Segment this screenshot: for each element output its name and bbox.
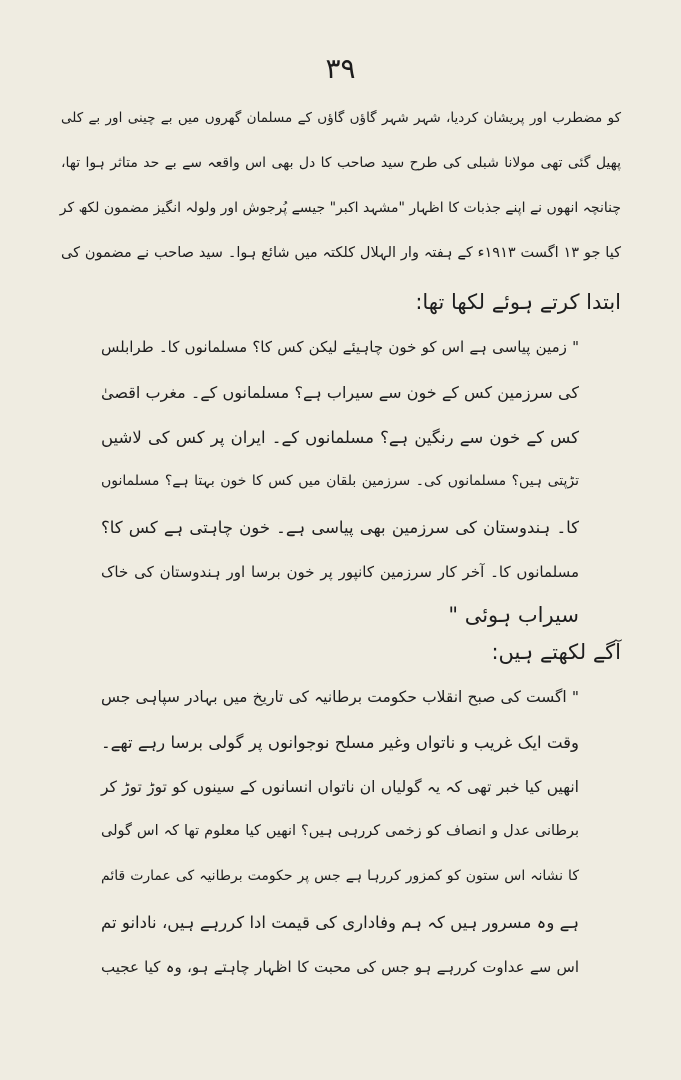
quote-two-line-7: اس سے عداوت کررہے ہو جس کی محبت کا اظہار چاہتے ہو، وہ کیا عجیب xyxy=(101,958,579,976)
lead-in-text: آگے لکھتے ہیں: xyxy=(491,640,621,664)
quote-two-line-4: برطانی عدل و انصاف کو زخمی کررہی ہیں؟ انھیں کیا معلوم تھا کہ اس گولی xyxy=(101,823,579,839)
intro-line-1: کو مضطرب اور پریشان کردیا، شہر شہر گاؤں گاؤں کے مسلمان گھروں میں بے چینی اور بے کلی xyxy=(61,110,621,126)
quote-two-line-2: وقت ایک غریب و ناتواں وغیر مسلح نوجوانوں پر گولی برسا رہے تھے۔ xyxy=(101,733,579,752)
intro-line-2: پھیل گئی تھی مولانا شبلی کی طرح سید صاحب کا دل بھی اس واقعہ سے بے حد متاثر ہوا تھا، xyxy=(61,155,621,171)
quote-two-line-3: انھیں کیا خبر تھی کہ یہ گولیاں ان ناتواں انسانوں کے سینوں کو توڑ توڑ کر xyxy=(101,778,579,796)
quote-one-line-5: کا۔ ہندوستان کی سرزمین بھی پیاسی ہے۔ خون چاہتی ہے کس کا؟ xyxy=(101,518,579,537)
page-number: ۳۹ xyxy=(325,52,356,85)
quote-one-line-2: کی سرزمین کس کے خون سے سیراب ہے؟ مسلمانوں کے۔ مغرب اقصیٰ xyxy=(101,383,579,402)
intro-line-5: ابتدا کرتے ہوئے لکھا تھا: xyxy=(415,290,621,314)
quote-one-line-3: کس کے خون سے رنگین ہے؟ مسلمانوں کے۔ ایران پر کس کی لاشیں xyxy=(101,428,579,447)
quote-one-line-6: مسلمانوں کا۔ آخر کار سرزمین کانپور پر خون برسا اور ہندوستان کی خاک xyxy=(101,563,579,581)
quote-two-line-5: کا نشانہ اس ستون کو کمزور کررہا ہے جس پر حکومت برطانیہ کی عمارت قائم xyxy=(101,868,579,884)
quote-one-line-4: تڑپتی ہیں؟ مسلمانوں کی۔ سرزمین بلقان میں کس کا خون بہتا ہے؟ مسلمانوں xyxy=(101,473,579,489)
quote-two-line-1: " اگست کی صبح انقلاب حکومت برطانیہ کی تاریخ میں بہادر سپاہی جس xyxy=(101,688,579,706)
intro-line-4: کیا جو ۱۳ اگست ۱۹۱۳ء کے ہفتہ وار الہلال کلکتہ میں شائع ہوا۔ سید صاحب نے مضمون کی xyxy=(61,245,621,261)
quote-one-line-7: سیراب ہوئی " xyxy=(448,603,579,627)
quote-one-line-1: " زمین پیاسی ہے اس کو خون چاہیئے لیکن کس کا؟ مسلمانوں کا۔ طرابلس xyxy=(101,338,579,356)
intro-line-3: چنانچہ انھوں نے اپنے جذبات کا اظہار "مشہد اکبر" جیسے پُرجوش اور ولولہ انگیز مضمون لکھ کر xyxy=(59,200,621,216)
quote-two-line-6: ہے وہ مسرور ہیں کہ ہم وفاداری کی قیمت ادا کررہے ہیں، نادانو تم xyxy=(101,913,579,932)
